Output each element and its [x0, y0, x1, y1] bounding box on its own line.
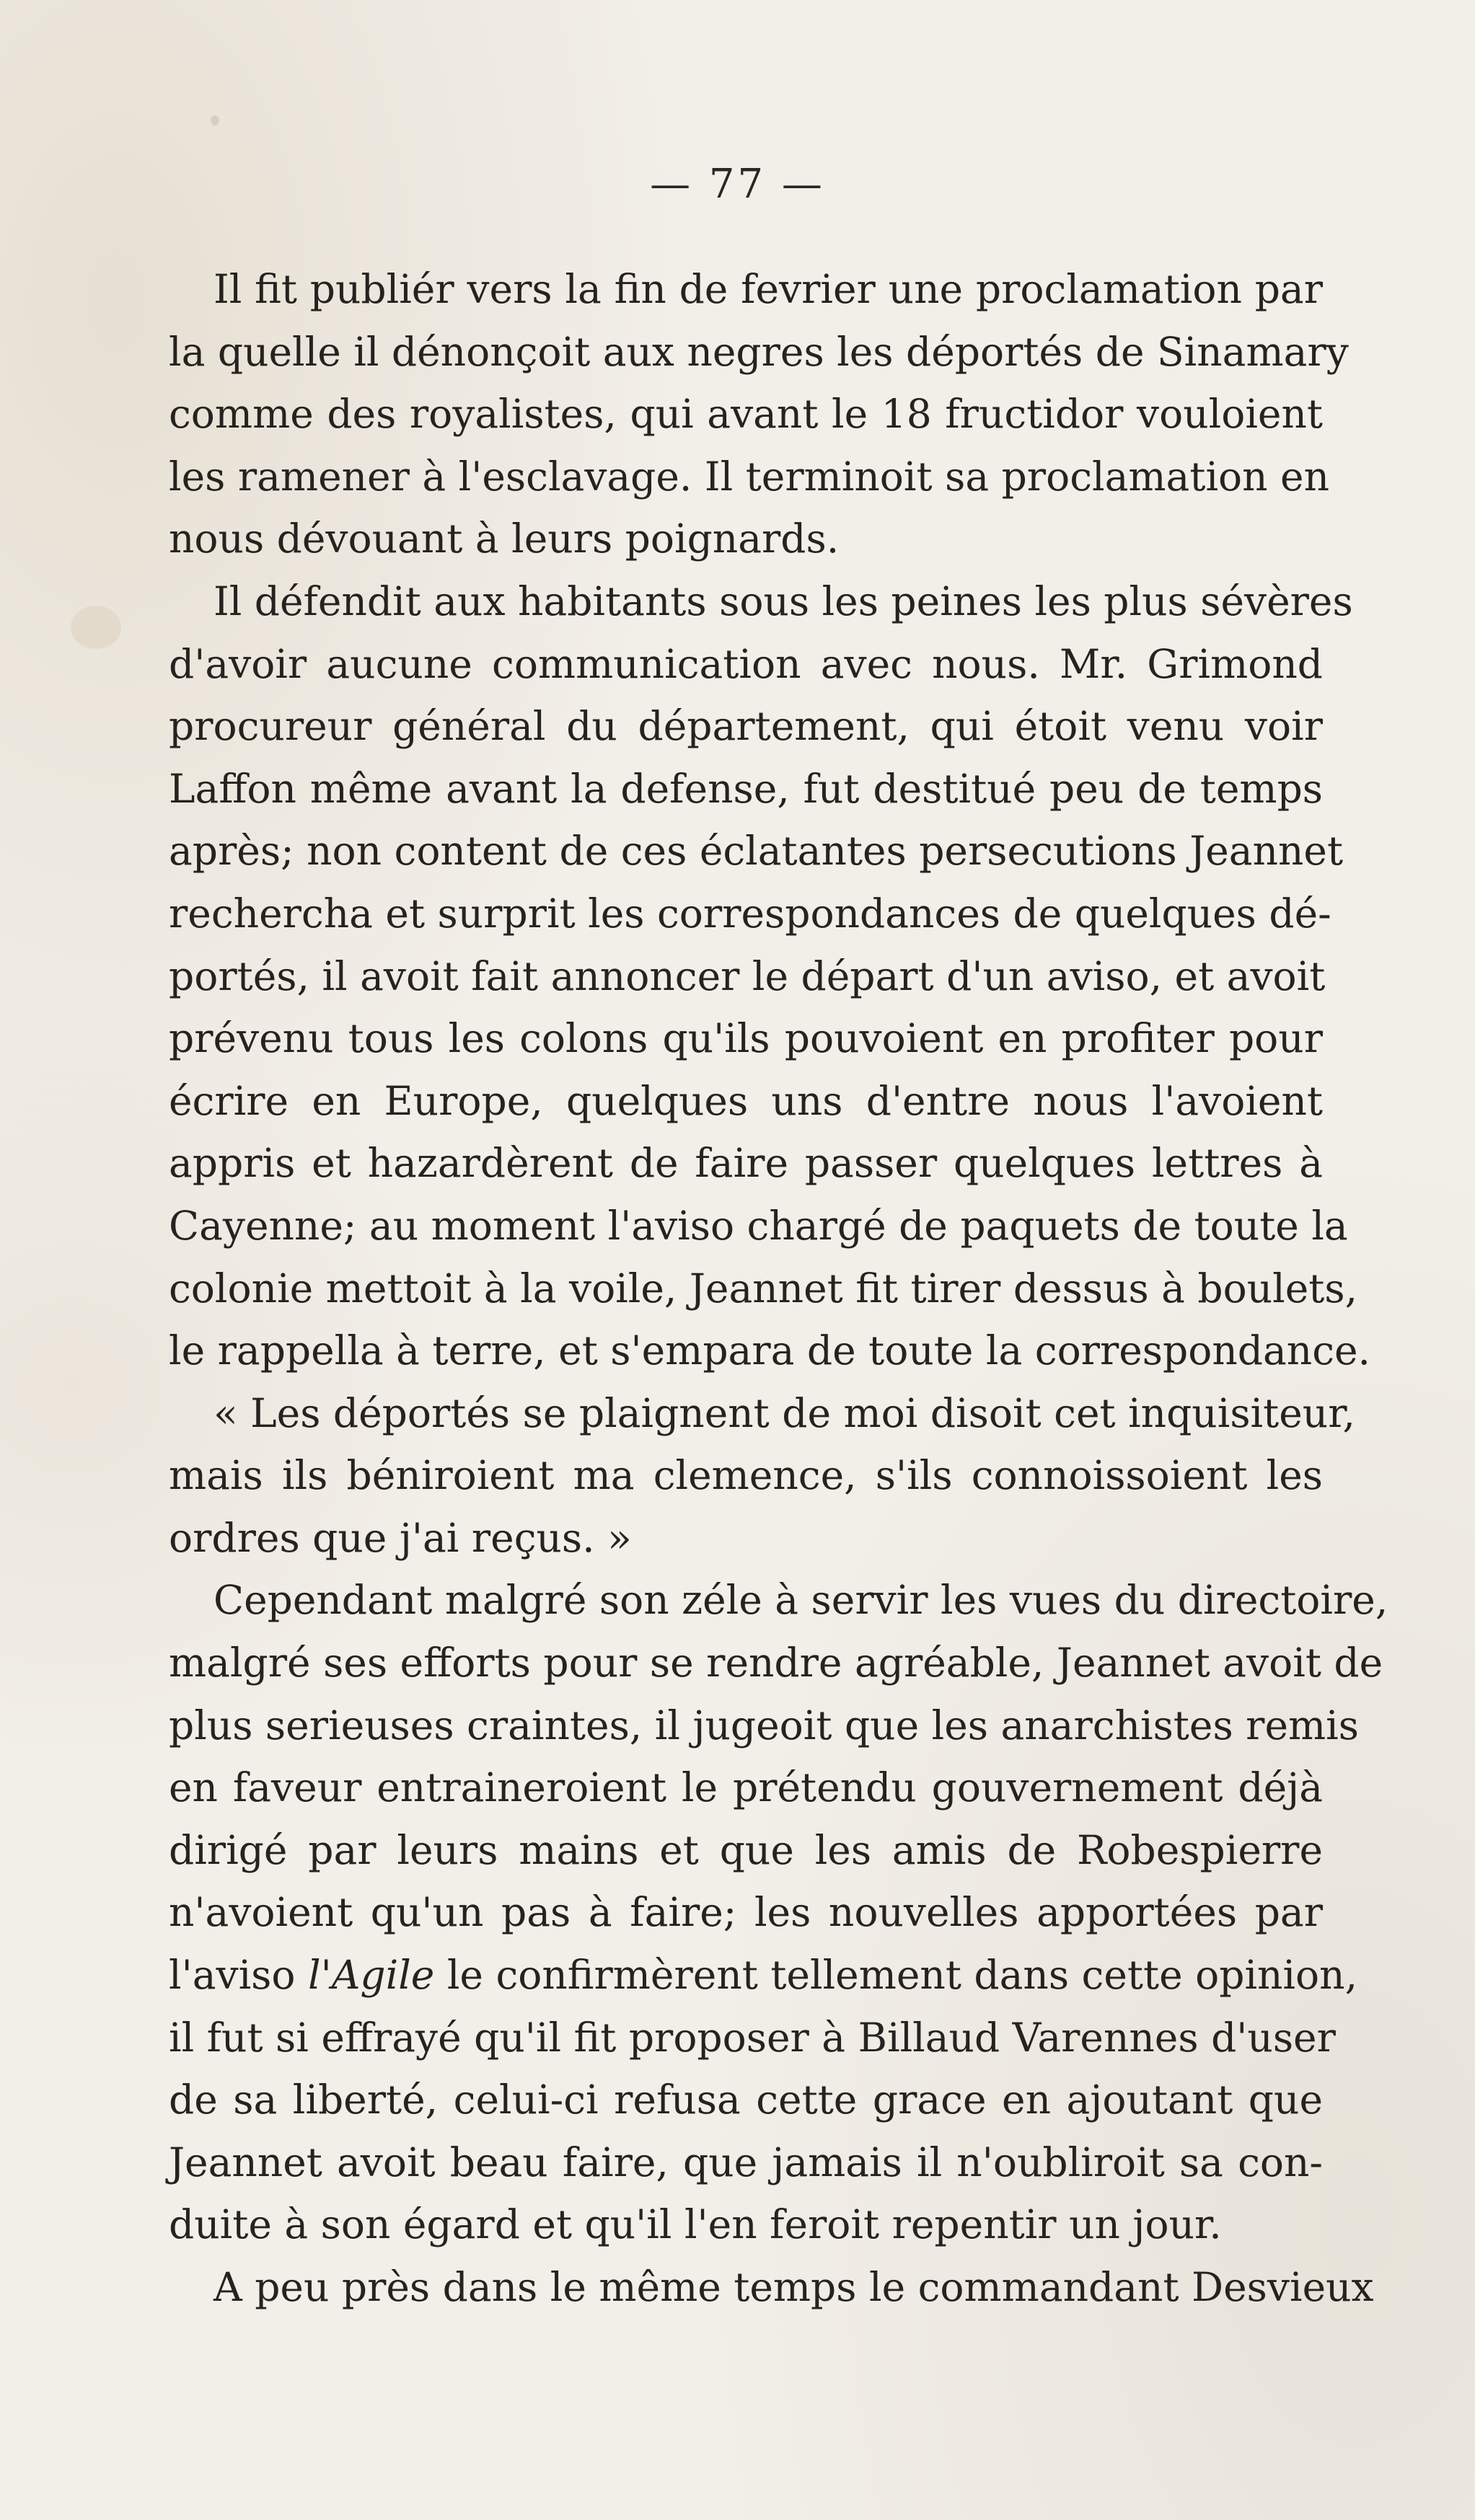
text-line: duite à son égard et qu'il l'en feroit repentir un jour.	[169, 2201, 1222, 2248]
text-line: nous dévouant à leurs poignards.	[169, 516, 840, 562]
text-line: mais ils béniroient ma clemence, s'ils connoissoient les	[169, 1452, 1323, 1499]
text-line: portés, il avoit fait annoncer le départ d'un aviso, et avoit	[169, 952, 1326, 999]
text-segment: l'aviso	[169, 1952, 308, 1999]
text-line: procureur général du département, qui étoit venu voir	[169, 703, 1323, 750]
text-line: après; non content de ces éclatantes persecutions Jeannet	[169, 828, 1344, 875]
text-line: appris et hazardèrent de faire passer quelques lettres à	[169, 1140, 1323, 1187]
paper-stain	[71, 606, 121, 649]
ship-name-italic: l'Agile	[307, 1952, 435, 1999]
page-number: — 77 —	[650, 161, 825, 208]
text-line: Laffon même avant la defense, fut destitué peu de temps	[169, 765, 1323, 812]
text-line: « Les déportés se plaignent de moi disoit cet inquisiteur,	[213, 1389, 1355, 1436]
text-line-with-italic	[169, 1944, 1358, 2007]
text-line: comme des royalistes, qui avant le 18 fructidor vouloient	[169, 391, 1323, 438]
text-line: le rappella à terre, et s'empara de toute la correspondance.	[169, 1327, 1371, 1374]
text-line: Cayenne; au moment l'aviso chargé de paquets de toute la	[169, 1202, 1348, 1249]
text-segment: le confirmèrent tellement dans cette opinion,	[434, 1952, 1358, 1999]
text-line: plus serieuses craintes, il jugeoit que les anarchistes remis	[169, 1702, 1359, 1748]
text-line: prévenu tous les colons qu'ils pouvoient en profiter pour	[169, 1015, 1323, 1062]
text-line: Jeannet avoit beau faire, que jamais il n'oubliroit sa con-	[169, 2139, 1323, 2185]
text-line: Il fit publiér vers la fin de fevrier une proclamation par	[213, 266, 1323, 312]
text-line: Il défendit aux habitants sous les peines les plus sévères	[213, 578, 1353, 624]
body-text	[169, 258, 1388, 2319]
text-line: n'avoient qu'un pas à faire; les nouvelles apportées par	[169, 1889, 1323, 1936]
text-line: écrire en Europe, quelques uns d'entre nous l'avoient	[169, 1077, 1323, 1124]
text-line: rechercha et surprit les correspondances de quelques dé-	[169, 890, 1331, 937]
text-line: ordres que j'ai reçus. »	[169, 1514, 632, 1561]
text-line: Cependant malgré son zéle à servir les vues du directoire,	[213, 1577, 1388, 1624]
text-line: A peu près dans le même temps le commandant Desvieux	[213, 2264, 1374, 2310]
text-line: colonie mettoit à la voile, Jeannet fit tirer dessus à boulets,	[169, 1265, 1358, 1312]
text-line: en faveur entraineroient le prétendu gouvernement déjà	[169, 1764, 1323, 1811]
paper-stain	[211, 115, 219, 125]
text-line: dirigé par leurs mains et que les amis de Robespierre	[169, 1826, 1323, 1873]
text-line: les ramener à l'esclavage. Il terminoit sa proclamation en	[169, 453, 1330, 500]
text-line: il fut si effrayé qu'il fit proposer à Billaud Varennes d'user	[169, 2014, 1336, 2061]
text-line: la quelle il dénonçoit aux negres les déportés de Sinamary	[169, 328, 1349, 375]
text-line: de sa liberté, celui-ci refusa cette grace en ajoutant que	[169, 2077, 1323, 2123]
text-line: malgré ses efforts pour se rendre agréable, Jeannet avoit de	[169, 1640, 1383, 1686]
text-line: d'avoir aucune communication avec nous. Mr. Grimond	[169, 640, 1323, 687]
